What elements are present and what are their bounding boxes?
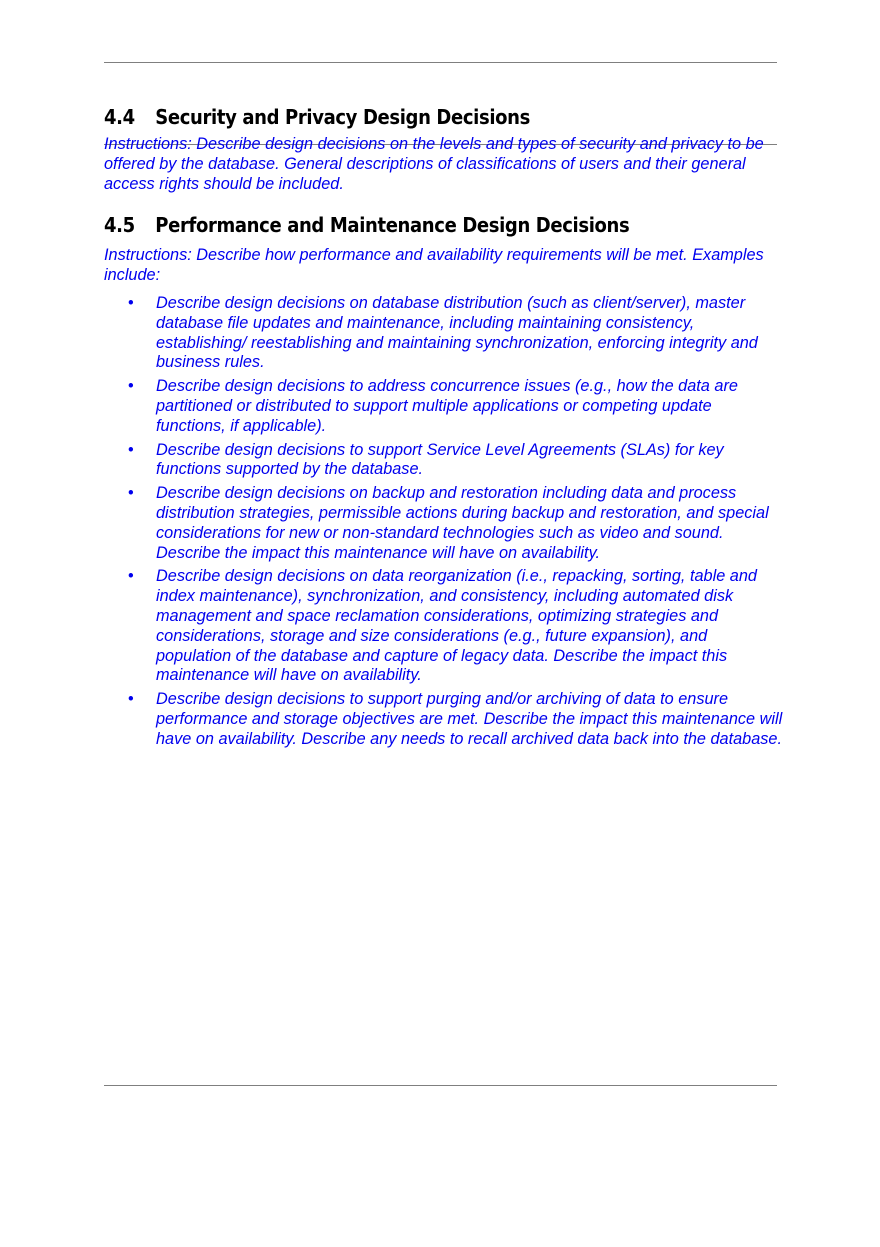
bullet-icon: • <box>128 690 134 709</box>
list-item <box>104 441 784 481</box>
bullet-icon: • <box>128 294 134 312</box>
list-item <box>104 484 784 563</box>
examples-bullet-list <box>104 294 784 750</box>
section-4-5-heading <box>104 211 716 239</box>
page-body <box>104 103 784 754</box>
footer-rule <box>104 1085 777 1086</box>
list-item-text: Describe design decisions on backup and restoration including data and process distribution strategies, permissible actions during backup and restoration, and special considerations for new or non-standard technologies such as video and sound. Describe the impact this maintenance will have on availability. <box>156 484 769 562</box>
header-rule <box>104 62 777 63</box>
section-4-4-heading <box>104 103 716 131</box>
section-4-4-title: Security and Privacy Design Decisions <box>155 105 530 129</box>
bullet-icon: • <box>128 484 134 503</box>
bullet-icon: • <box>128 377 134 396</box>
list-item <box>104 567 784 686</box>
section-4-4-instructions: Instructions: Describe design decisions on the levels and types of security and privacy to be offered by the database. General descriptions of classifications of users and their general access rights should be included. <box>104 135 764 193</box>
list-item-text: Describe design decisions to support purging and/or archiving of data to ensure performance and storage objectives are met. Describe the impact this maintenance will have on availability. Describe any needs to recall archived data back into the database. <box>156 690 783 748</box>
bullet-icon: • <box>128 440 134 459</box>
list-item-text: Describe design decisions to support Service Level Agreements (SLAs) for key functions supported by the database. <box>156 440 724 479</box>
list-item <box>104 377 784 436</box>
list-item <box>104 690 784 749</box>
section-4-5-number: 4.5 <box>104 213 135 237</box>
list-item-text: Describe design decisions on data reorganization (i.e., repacking, sorting, table and index maintenance), synchronization, and consistency, including automated disk management and space reclamation considerations, optimizing strategies and considerations, storage and size considerations (e.g., future expansion), and population of the database and capture of legacy data. Describe the impact this maintenance will have on availability. <box>156 567 757 685</box>
list-item-text: Describe design decisions on database distribution (such as client/server), master database file updates and maintenance, including maintaining consistency, establishing/ reestablishing and maintaining synchronization, enforcing integrity and business rules. <box>156 294 758 372</box>
section-4-5-title: Performance and Maintenance Design Decisions <box>155 213 630 237</box>
section-4-5-instructions: Instructions: Describe how performance and availability requirements will be met. Examples include: <box>104 246 764 284</box>
bullet-icon: • <box>128 567 134 586</box>
list-item-text: Describe design decisions to address concurrence issues (e.g., how the data are partitioned or distributed to support multiple applications or competing update functions, if applicable). <box>156 377 738 435</box>
list-item <box>104 294 784 373</box>
section-4-4-number: 4.4 <box>104 105 135 129</box>
